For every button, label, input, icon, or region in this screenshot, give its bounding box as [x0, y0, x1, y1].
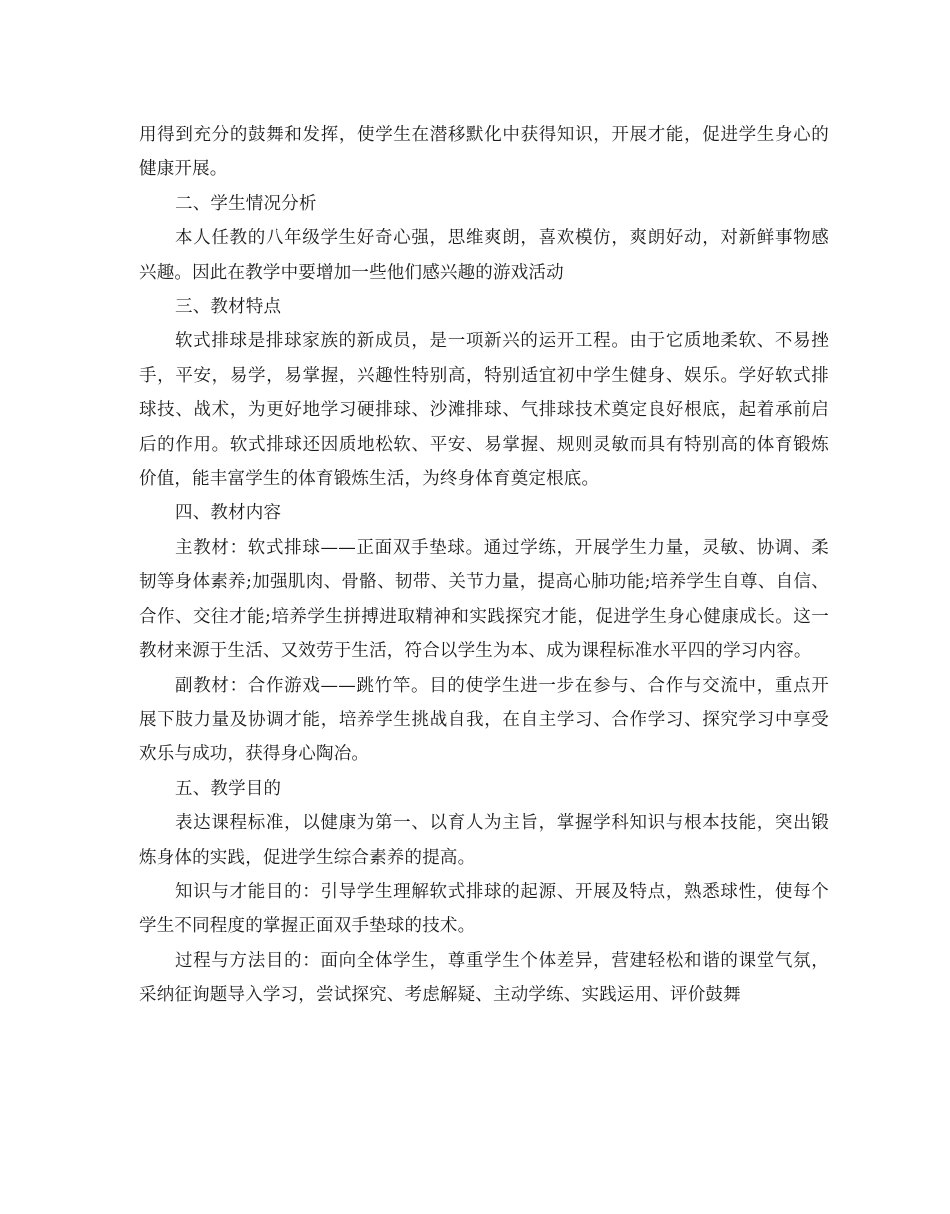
paragraph-curriculum-standard: 表达课程标准，以健康为第一、以育人为主旨，掌握学科知识与根本技能，突出锻炼身体的实践，促进学生综合素养的提高。	[139, 813, 829, 868]
paragraph-student-analysis: 本人任教的八年级学生好奇心强，思维爽朗，喜欢模仿，爽朗好动，对新鲜事物感兴趣。因此在教学中要增加一些他们感兴趣的游戏活动	[139, 228, 829, 283]
paragraph-knowledge-goal: 知识与才能目的：引导学生理解软式排球的起源、开展及特点，熟悉球性，使每个学生不同程度的掌握正面双手垫球的技术。	[139, 881, 829, 937]
document-body	[139, 118, 829, 1013]
section-heading-teaching-goals: 五、教学目的	[175, 778, 282, 799]
paragraph-process-goal: 过程与方法目的：面向全体学生，尊重学生个体差异，营建轻松和谐的课堂气氛，采纳征询题导入学习，尝试探究、考虑解疑、主动学练、实践运用、评价鼓舞	[139, 950, 829, 1006]
paragraph-secondary-material: 副教材：合作游戏——跳竹竿。目的使学生进一步在参与、合作与交流中，重点开展下肢力量及协调才能，培养学生挑战自我，在自主学习、合作学习、探究学习中享受欢乐与成功，获得身心陶冶。	[139, 675, 829, 765]
section-heading-student-analysis: 二、学生情况分析	[175, 193, 317, 214]
paragraph-material-features: 软式排球是排球家族的新成员，是一项新兴的运开工程。由于它质地柔软、不易挫手，平安，易学，易掌握，兴趣性特别高，特别适宜初中学生健身、娱乐。学好软式排球技、战术，为更好地学习硬排球、沙滩排球、气排球技术奠定良好根底，起着承前启后的作用。软式排球还因质地松软、平安、易掌握、规则灵敏而具有特别高的体育锻炼价值，能丰富学生的体育锻炼生活，为终身体育奠定根底。	[139, 331, 829, 490]
section-heading-material-content: 四、教材内容	[175, 503, 282, 524]
paragraph-main-material: 主教材：软式排球——正面双手垫球。通过学练，开展学生力量，灵敏、协调、柔韧等身体素养;加强肌肉、骨骼、韧带、关节力量，提高心肺功能;培养学生自尊、自信、合作、交往才能;培养学生拼搏进取精神和实践探究才能，促进学生身心健康成长。这一教材来源于生活、又效劳于生活，符合以学生为本、成为课程标准水平四的学习内容。	[139, 537, 829, 662]
paragraph-1: 用得到充分的鼓舞和发挥，使学生在潜移默化中获得知识，开展才能，促进学生身心的健康开展。	[139, 125, 829, 180]
section-heading-material-features: 三、教材特点	[175, 297, 282, 318]
